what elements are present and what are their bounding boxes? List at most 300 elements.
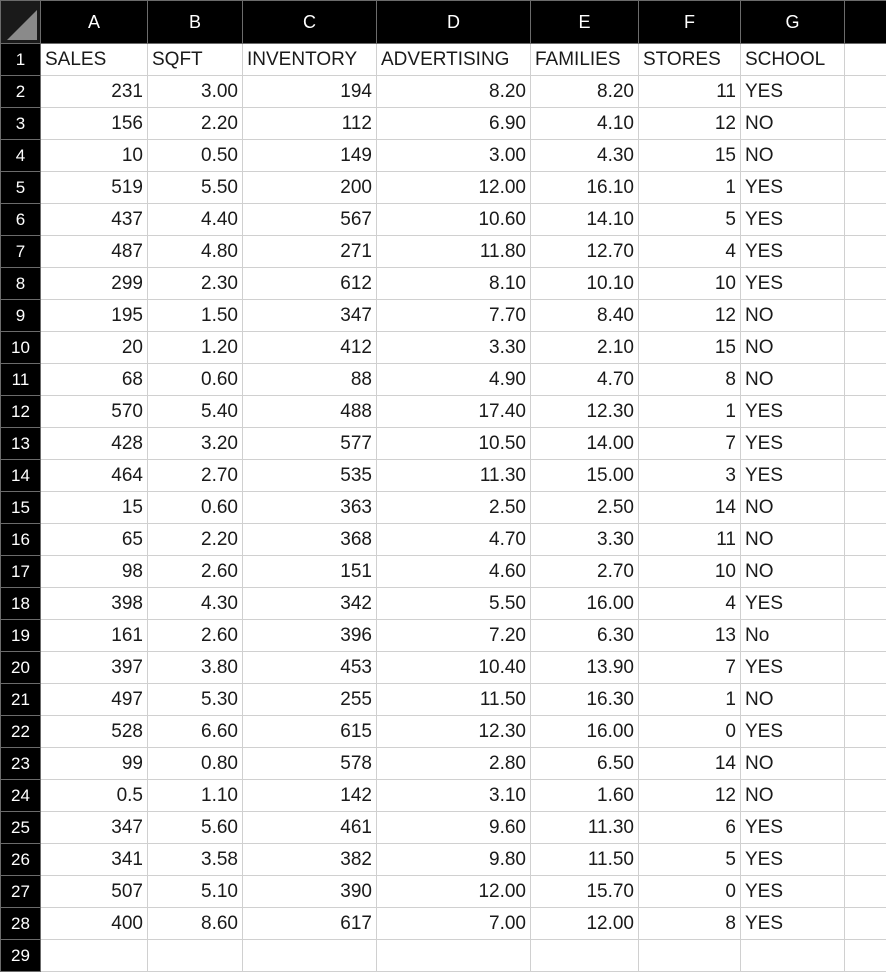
cell-h-partial[interactable] [845,844,886,876]
cell-c[interactable]: 488 [243,396,377,428]
cell-e[interactable]: 4.10 [531,108,639,140]
table-row [1,716,886,748]
cell-h-partial[interactable] [845,652,886,684]
cell-d[interactable]: 3.30 [377,332,531,364]
cell-b[interactable]: 3.80 [148,652,243,684]
header-cell-g[interactable]: SCHOOL [741,44,845,76]
cell-d[interactable]: 9.80 [377,844,531,876]
cell-f[interactable]: 14 [639,748,741,780]
cell-c[interactable]: 363 [243,492,377,524]
cell-c[interactable]: 615 [243,716,377,748]
cell-b[interactable]: 0.60 [148,364,243,396]
cell-f[interactable]: 1 [639,396,741,428]
cell-d[interactable]: 8.20 [377,76,531,108]
column-header-row [1,1,886,44]
table-row [1,364,886,396]
cell-b[interactable]: 0.50 [148,140,243,172]
table-row [1,460,886,492]
cell-e[interactable]: 12.70 [531,236,639,268]
cell-h-partial[interactable] [845,300,886,332]
row-header[interactable]: 28 [1,908,41,940]
cell-d[interactable]: 11.80 [377,236,531,268]
cell-a[interactable]: 507 [41,876,148,908]
cell-f[interactable]: 5 [639,844,741,876]
cell-f[interactable]: 12 [639,108,741,140]
cell-d[interactable]: 4.60 [377,556,531,588]
cell-a[interactable]: 497 [41,684,148,716]
cell-d[interactable]: 12.00 [377,876,531,908]
cell-e[interactable]: 16.30 [531,684,639,716]
cell-a-empty[interactable] [41,940,148,972]
cell-g[interactable]: NO [741,748,845,780]
cell-c[interactable]: 567 [243,204,377,236]
row-header[interactable]: 12 [1,396,41,428]
cell-d[interactable]: 9.60 [377,812,531,844]
row-header[interactable]: 14 [1,460,41,492]
cell-b[interactable]: 0.80 [148,748,243,780]
table-row [1,428,886,460]
cell-b[interactable]: 1.20 [148,332,243,364]
cell-b[interactable]: 3.00 [148,76,243,108]
row-header[interactable]: 3 [1,108,41,140]
cell-g[interactable]: YES [741,812,845,844]
cell-d[interactable]: 12.30 [377,716,531,748]
row-header[interactable]: 19 [1,620,41,652]
cell-e[interactable]: 13.90 [531,652,639,684]
cell-f[interactable]: 13 [639,620,741,652]
cell-a[interactable]: 464 [41,460,148,492]
cell-d[interactable]: 7.00 [377,908,531,940]
cell-c[interactable]: 194 [243,76,377,108]
cell-h-partial[interactable] [845,364,886,396]
cell-b[interactable]: 4.80 [148,236,243,268]
cell-h-partial[interactable] [845,396,886,428]
cell-c[interactable]: 149 [243,140,377,172]
cell-d[interactable]: 17.40 [377,396,531,428]
cell-b[interactable]: 4.40 [148,204,243,236]
cell-g[interactable]: NO [741,364,845,396]
cell-h-partial[interactable] [845,492,886,524]
cell-b[interactable]: 8.60 [148,908,243,940]
cell-h-partial[interactable] [845,748,886,780]
table-row [1,76,886,108]
cell-a[interactable]: 65 [41,524,148,556]
cell-e-empty[interactable] [531,940,639,972]
cell-c[interactable]: 271 [243,236,377,268]
cell-h-partial[interactable] [845,908,886,940]
cell-g[interactable]: NO [741,300,845,332]
table-row [1,556,886,588]
cell-c[interactable]: 453 [243,652,377,684]
row-header[interactable]: 21 [1,684,41,716]
cell-g[interactable]: YES [741,588,845,620]
cell-f[interactable]: 12 [639,300,741,332]
table-row [1,588,886,620]
cell-h-partial[interactable] [845,716,886,748]
column-header-c[interactable]: C [243,1,377,44]
cell-d[interactable]: 4.70 [377,524,531,556]
cell-c[interactable]: 368 [243,524,377,556]
cell-c[interactable]: 255 [243,684,377,716]
cell-b-empty[interactable] [148,940,243,972]
header-cell-b[interactable]: SQFT [148,44,243,76]
cell-g[interactable]: YES [741,876,845,908]
cell-e[interactable]: 12.00 [531,908,639,940]
table-row [1,300,886,332]
table-row [1,844,886,876]
cell-b[interactable]: 5.30 [148,684,243,716]
header-cell-a[interactable]: SALES [41,44,148,76]
row-header[interactable]: 8 [1,268,41,300]
cell-d[interactable]: 12.00 [377,172,531,204]
cell-e[interactable]: 11.50 [531,844,639,876]
header-cell-f[interactable]: STORES [639,44,741,76]
cell-d[interactable]: 3.10 [377,780,531,812]
cell-h-partial[interactable] [845,620,886,652]
cell-c[interactable]: 390 [243,876,377,908]
cell-f[interactable]: 15 [639,332,741,364]
cell-g[interactable]: NO [741,108,845,140]
row-header[interactable]: 16 [1,524,41,556]
cell-h-partial[interactable] [845,684,886,716]
table-row [1,140,886,172]
cell-c[interactable]: 342 [243,588,377,620]
cell-b[interactable]: 5.10 [148,876,243,908]
cell-f[interactable]: 0 [639,716,741,748]
cell-f[interactable]: 3 [639,460,741,492]
cell-h-partial[interactable] [845,108,886,140]
select-all-corner[interactable] [1,1,41,44]
cell-g[interactable]: YES [741,396,845,428]
cell-h-partial[interactable] [845,460,886,492]
column-header-e[interactable]: E [531,1,639,44]
cell-g[interactable]: NO [741,492,845,524]
table-row [1,524,886,556]
table-row [1,748,886,780]
cell-d[interactable]: 10.60 [377,204,531,236]
cell-a[interactable]: 397 [41,652,148,684]
cell-c[interactable]: 200 [243,172,377,204]
row-header[interactable]: 17 [1,556,41,588]
cell-a[interactable]: 20 [41,332,148,364]
cell-a[interactable]: 570 [41,396,148,428]
cell-h-partial[interactable] [845,556,886,588]
cell-a[interactable]: 15 [41,492,148,524]
select-all-triangle-icon [7,10,37,40]
cell-h-partial[interactable] [845,428,886,460]
cell-g[interactable]: NO [741,556,845,588]
cell-e[interactable]: 4.70 [531,364,639,396]
cell-d[interactable]: 6.90 [377,108,531,140]
cell-b[interactable]: 1.10 [148,780,243,812]
cell-d[interactable]: 10.40 [377,652,531,684]
cell-c[interactable]: 142 [243,780,377,812]
cell-c[interactable]: 461 [243,812,377,844]
row-header[interactable]: 11 [1,364,41,396]
cell-f[interactable]: 14 [639,492,741,524]
cell-d[interactable]: 10.50 [377,428,531,460]
header-cell-d[interactable]: ADVERTISING [377,44,531,76]
cell-h-partial[interactable] [845,268,886,300]
cell-b[interactable]: 5.60 [148,812,243,844]
cell-g[interactable]: YES [741,716,845,748]
cell-b[interactable]: 0.60 [148,492,243,524]
column-header-f[interactable]: F [639,1,741,44]
cell-h-partial[interactable] [845,940,886,972]
cell-c[interactable]: 151 [243,556,377,588]
cell-g[interactable]: No [741,620,845,652]
cell-g[interactable]: NO [741,332,845,364]
cell-d[interactable]: 4.90 [377,364,531,396]
cell-f[interactable]: 11 [639,76,741,108]
cell-f[interactable]: 7 [639,652,741,684]
cell-c[interactable]: 412 [243,332,377,364]
cell-b[interactable]: 2.20 [148,524,243,556]
table-row [1,268,886,300]
row-header[interactable]: 4 [1,140,41,172]
column-header-h-partial[interactable] [845,1,886,44]
cell-a[interactable]: 195 [41,300,148,332]
row-header[interactable]: 1 [1,44,41,76]
cell-f[interactable]: 15 [639,140,741,172]
cell-g-empty[interactable] [741,940,845,972]
header-cell-c[interactable]: INVENTORY [243,44,377,76]
table-row [1,44,886,76]
cell-e[interactable]: 11.30 [531,812,639,844]
table-row [1,652,886,684]
cell-d[interactable]: 5.50 [377,588,531,620]
row-header[interactable]: 27 [1,876,41,908]
cell-d[interactable]: 11.50 [377,684,531,716]
cell-h-partial[interactable] [845,204,886,236]
cell-g[interactable]: NO [741,524,845,556]
cell-g[interactable]: YES [741,268,845,300]
cell-a[interactable]: 519 [41,172,148,204]
cell-g[interactable]: YES [741,908,845,940]
cell-e[interactable]: 6.30 [531,620,639,652]
cell-f[interactable]: 8 [639,908,741,940]
cell-f[interactable]: 4 [639,236,741,268]
cell-f[interactable]: 5 [639,204,741,236]
table-row [1,332,886,364]
cell-b[interactable]: 2.20 [148,108,243,140]
table-row [1,940,886,972]
cell-g[interactable]: YES [741,76,845,108]
cell-b[interactable]: 4.30 [148,588,243,620]
cell-h-partial[interactable] [845,780,886,812]
cell-e[interactable]: 15.00 [531,460,639,492]
cell-c[interactable]: 347 [243,300,377,332]
cell-g[interactable]: YES [741,428,845,460]
row-header[interactable]: 29 [1,940,41,972]
cell-a[interactable]: 98 [41,556,148,588]
cell-h-partial[interactable] [845,76,886,108]
cell-e[interactable]: 14.10 [531,204,639,236]
cell-a[interactable]: 437 [41,204,148,236]
table-row [1,780,886,812]
column-header-a[interactable]: A [41,1,148,44]
table-row [1,684,886,716]
row-header[interactable]: 10 [1,332,41,364]
table-row [1,172,886,204]
cell-a[interactable]: 68 [41,364,148,396]
cell-e[interactable]: 4.30 [531,140,639,172]
cell-b[interactable]: 5.50 [148,172,243,204]
table-row [1,396,886,428]
cell-c[interactable]: 577 [243,428,377,460]
cell-b[interactable]: 2.60 [148,620,243,652]
row-header[interactable]: 26 [1,844,41,876]
cell-c[interactable]: 382 [243,844,377,876]
cell-b[interactable]: 1.50 [148,300,243,332]
cell-e[interactable]: 10.10 [531,268,639,300]
cell-b[interactable]: 5.40 [148,396,243,428]
row-header[interactable]: 2 [1,76,41,108]
cell-h-partial[interactable] [845,236,886,268]
cell-d[interactable]: 3.00 [377,140,531,172]
cell-f[interactable]: 4 [639,588,741,620]
row-header[interactable]: 5 [1,172,41,204]
table-row [1,236,886,268]
cell-h-partial[interactable] [845,524,886,556]
row-header[interactable]: 6 [1,204,41,236]
cell-f[interactable]: 12 [639,780,741,812]
row-header[interactable]: 25 [1,812,41,844]
cell-a[interactable]: 299 [41,268,148,300]
cell-a[interactable]: 487 [41,236,148,268]
cell-d-empty[interactable] [377,940,531,972]
cell-c-empty[interactable] [243,940,377,972]
cell-h-partial[interactable] [845,876,886,908]
cell-e[interactable]: 3.30 [531,524,639,556]
cell-b[interactable]: 3.20 [148,428,243,460]
cell-f[interactable]: 1 [639,684,741,716]
cell-h-partial[interactable] [845,140,886,172]
cell-c[interactable]: 617 [243,908,377,940]
cell-h-partial[interactable] [845,172,886,204]
table-row [1,876,886,908]
cell-e[interactable]: 16.10 [531,172,639,204]
cell-e[interactable]: 16.00 [531,716,639,748]
cell-e[interactable]: 12.30 [531,396,639,428]
cell-b[interactable]: 2.30 [148,268,243,300]
cell-a[interactable]: 347 [41,812,148,844]
cell-e[interactable]: 16.00 [531,588,639,620]
cell-f[interactable]: 11 [639,524,741,556]
cell-f[interactable]: 7 [639,428,741,460]
cell-h-partial[interactable] [845,44,886,76]
cell-d[interactable]: 2.50 [377,492,531,524]
row-header[interactable]: 18 [1,588,41,620]
cell-g[interactable]: YES [741,652,845,684]
table-row [1,620,886,652]
table-row [1,908,886,940]
row-header[interactable]: 15 [1,492,41,524]
cell-h-partial[interactable] [845,588,886,620]
cell-c[interactable]: 578 [243,748,377,780]
cell-g[interactable]: YES [741,204,845,236]
cell-h-partial[interactable] [845,812,886,844]
cell-d[interactable]: 2.80 [377,748,531,780]
cell-f[interactable]: 10 [639,556,741,588]
row-header[interactable]: 20 [1,652,41,684]
column-header-d[interactable]: D [377,1,531,44]
row-header[interactable]: 7 [1,236,41,268]
cell-g[interactable]: NO [741,684,845,716]
cell-a[interactable]: 398 [41,588,148,620]
cell-e[interactable]: 14.00 [531,428,639,460]
cell-a[interactable]: 99 [41,748,148,780]
cell-e[interactable]: 2.10 [531,332,639,364]
row-header[interactable]: 13 [1,428,41,460]
cell-d[interactable]: 7.70 [377,300,531,332]
cell-e[interactable]: 8.40 [531,300,639,332]
cell-a[interactable]: 400 [41,908,148,940]
cell-e[interactable]: 2.70 [531,556,639,588]
cell-c[interactable]: 535 [243,460,377,492]
row-header[interactable]: 9 [1,300,41,332]
header-cell-e[interactable]: FAMILIES [531,44,639,76]
cell-f[interactable]: 8 [639,364,741,396]
cell-d[interactable]: 8.10 [377,268,531,300]
cell-f-empty[interactable] [639,940,741,972]
cell-a[interactable]: 428 [41,428,148,460]
table-row [1,204,886,236]
cell-e[interactable]: 1.60 [531,780,639,812]
cell-a[interactable]: 10 [41,140,148,172]
cell-d[interactable]: 11.30 [377,460,531,492]
cell-f[interactable]: 10 [639,268,741,300]
table-row [1,492,886,524]
cell-e[interactable]: 8.20 [531,76,639,108]
cell-f[interactable]: 0 [639,876,741,908]
cell-b[interactable]: 3.58 [148,844,243,876]
column-header-b[interactable]: B [148,1,243,44]
cell-c[interactable]: 612 [243,268,377,300]
cell-g[interactable]: NO [741,780,845,812]
cell-e[interactable]: 15.70 [531,876,639,908]
cell-e[interactable]: 2.50 [531,492,639,524]
row-header[interactable]: 22 [1,716,41,748]
cell-a[interactable]: 528 [41,716,148,748]
cell-c[interactable]: 88 [243,364,377,396]
cell-b[interactable]: 6.60 [148,716,243,748]
cell-c[interactable]: 396 [243,620,377,652]
cell-g[interactable]: YES [741,172,845,204]
cell-f[interactable]: 1 [639,172,741,204]
cell-c[interactable]: 112 [243,108,377,140]
cell-b[interactable]: 2.70 [148,460,243,492]
cell-a[interactable]: 0.5 [41,780,148,812]
cell-d[interactable]: 7.20 [377,620,531,652]
cell-g[interactable]: YES [741,844,845,876]
cell-e[interactable]: 6.50 [531,748,639,780]
column-header-g[interactable]: G [741,1,845,44]
cell-a[interactable]: 231 [41,76,148,108]
cell-a[interactable]: 161 [41,620,148,652]
row-header[interactable]: 23 [1,748,41,780]
cell-h-partial[interactable] [845,332,886,364]
cell-a[interactable]: 156 [41,108,148,140]
row-header[interactable]: 24 [1,780,41,812]
cell-f[interactable]: 6 [639,812,741,844]
table-row [1,108,886,140]
cell-a[interactable]: 341 [41,844,148,876]
cell-b[interactable]: 2.60 [148,556,243,588]
cell-g[interactable]: NO [741,140,845,172]
cell-g[interactable]: YES [741,236,845,268]
cell-g[interactable]: YES [741,460,845,492]
